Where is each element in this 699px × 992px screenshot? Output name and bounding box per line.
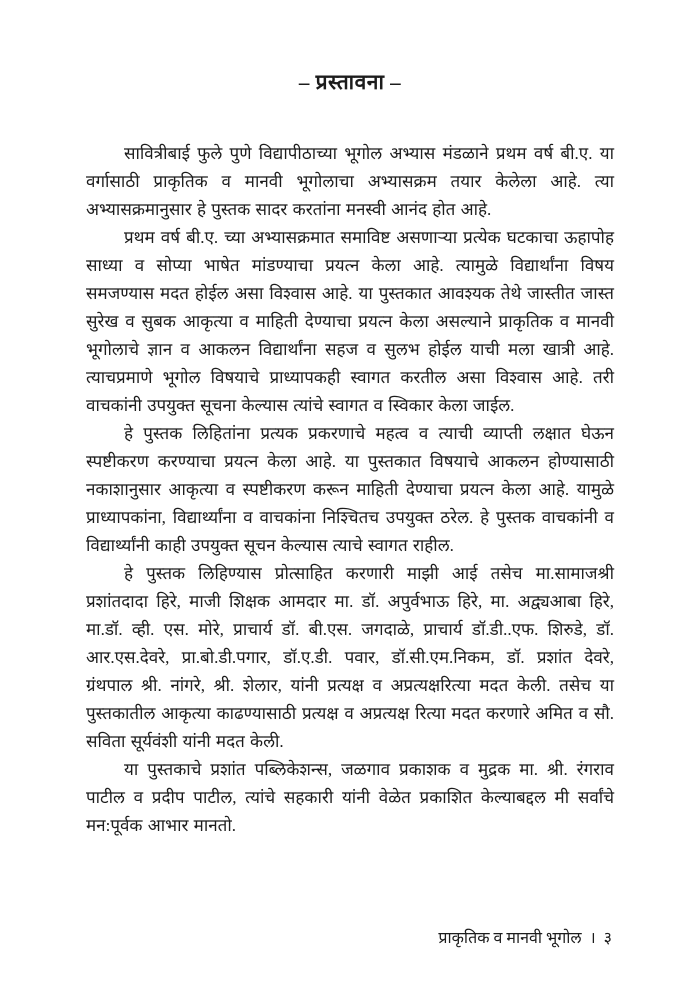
footer-book-title: प्राकृतिक व मानवी भूगोल xyxy=(438,930,582,947)
footer-page-number: ३ xyxy=(603,930,612,947)
paragraph-2: प्रथम वर्ष बी.ए. च्या अभ्यासक्रमात समाविष्ट असणाऱ्या प्रत्येक घटकाचा ऊहापोह साध्या व सोप्या भाषेत मांडण्याचा प्रयत्न केला आहे. त्यामुळे विद्यार्थांना विषय समजण्यास मदत होईल असा विश्वास आहे. या पुस्तकात आवश्यक तेथे जास्तीत जास्त सुरेख व सुबक आकृत्या व माहिती देण्याचा प्रयत्न केला असल्याने प्राकृतिक व मानवी भूगोलाचे ज्ञान व आकलन विद्यार्थांना सहज व सुलभ होईल याची मला खात्री आहे. त्याचप्रमाणे भूगोल विषयाचे प्राध्यापकही स्वागत करतील असा विश्वास आहे. तरी वाचकांनी उपयुक्त सूचना केल्यास त्यांचे स्वागत व स्विकार केला जाईल. xyxy=(86,228,614,415)
paragraph-4: हे पुस्तक लिहिण्यास प्रोत्साहित करणारी माझी आई तसेच मा.सामाजश्री प्रशांतदादा हिरे, माजी शिक्षक आमदार मा. डॉ. अपुर्वभाऊ हिरे, मा. अद्व्यआबा हिरे, मा.डॉ. व्ही. एस. मोरे, प्राचार्य डॉ. बी.एस. जगदाळे, प्राचार्य डॉ.डी..एफ. शिरुडे, डॉ. आर.एस.देवरे, प्रा.बो.डी.पगार, डॉ.ए.डी. पवार, डॉ.सी.एम.निकम, डॉ. प्रशांत देवरे, ग्रंथपाल श्री. नांगरे, श्री. शेलार, यांनी प्रत्यक्ष व अप्रत्यक्षरित्या मदत केली. तसेच या पुस्तकातील आकृत्या काढण्यासाठी प्रत्यक्ष व अप्रत्यक्ष रित्या मदत करणारे अमित व सौ. सविता सूर्यवंशी यांनी मदत केली. xyxy=(86,564,614,751)
paragraph-1: सावित्रीबाई फुले पुणे विद्यापीठाच्या भूगोल अभ्यास मंडळाने प्रथम वर्ष बी.ए. या वर्गासाठी प्राकृतिक व मानवी भूगोलाचा अभ्यासक्रम तयार केलेला आहे. त्या अभ्यासक्रमानुसार हे पुस्तक सादर करतांना मनस्वी आनंद होत आहे. xyxy=(86,144,614,219)
footer-separator: । xyxy=(589,930,596,947)
page-footer xyxy=(436,926,614,948)
paragraph-5: या पुस्तकाचे प्रशांत पब्लिकेशन्स, जळगाव प्रकाशक व मुद्रक मा. श्री. रंगराव पाटील व प्रदीप पाटील, त्यांचे सहकारी यांनी वेळेत प्रकाशित केल्याबद्दल मी सर्वांचे मन:पूर्वक आभार मानतो. xyxy=(86,760,614,835)
paragraph-3: हे पुस्तक लिहितांना प्रत्यक प्रकरणाचे महत्व व त्याची व्याप्ती लक्षात घेऊन स्पष्टीकरण करण्याचा प्रयत्न केला आहे. या पुस्तकात विषयाचे आकलन होण्यासाठी नकाशानुसार आकृत्या व स्पष्टीकरण करून माहिती देण्याचा प्रयत्न केला आहे. यामुळे प्राध्यापकांना, विद्यार्थ्यांना व वाचकांना निश्चितच उपयुक्त ठरेल. हे पुस्तक वाचकांनी व विद्यार्थ्यांनी काही उपयुक्त सूचन केल्यास त्याचे स्वागत राहील. xyxy=(86,424,614,555)
page-title: – प्रस्तावना – xyxy=(298,70,402,94)
preface-body xyxy=(86,140,614,840)
